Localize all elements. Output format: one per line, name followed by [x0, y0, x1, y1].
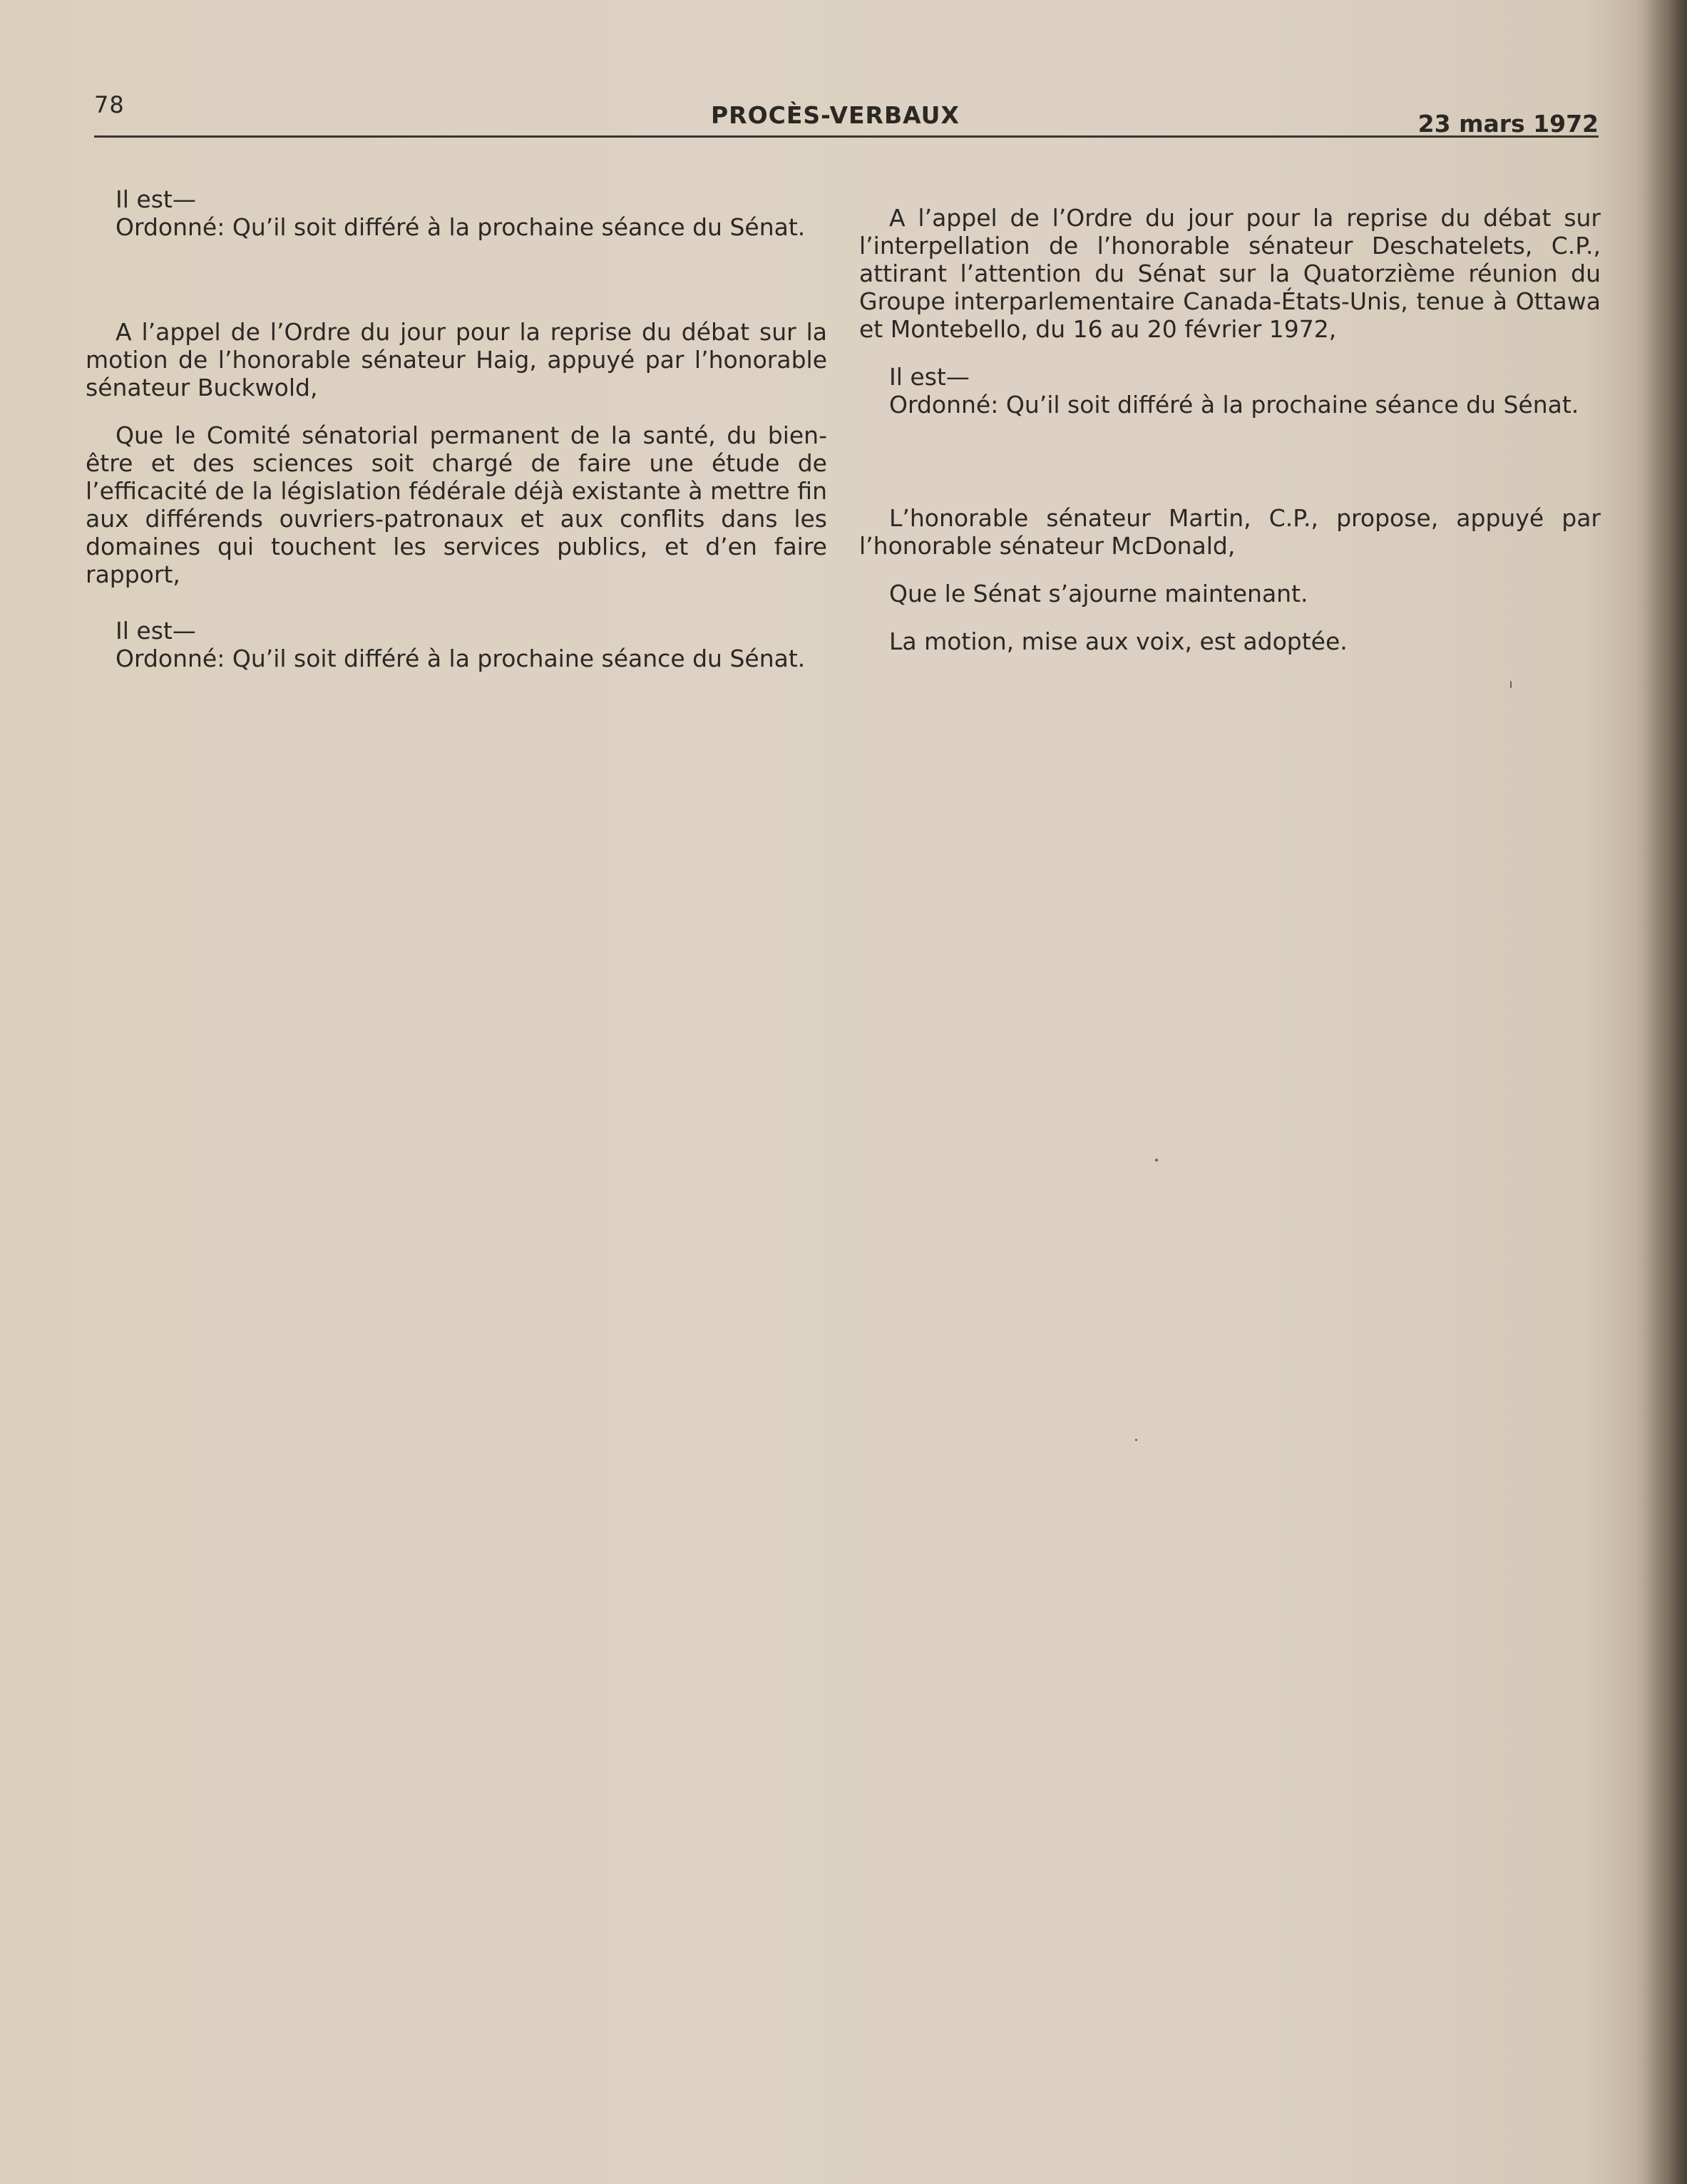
right-column [859, 204, 1601, 655]
book-spine-shadow [1637, 0, 1687, 2184]
paper-speck [1135, 1439, 1137, 1441]
header-date: 23 mars 1972 [1417, 110, 1599, 138]
ordre-du-jour-paragraph: A l’appel de l’Ordre du jour pour la reprise du débat sur la motion de l’honorable sénateur Haig, appuyé par l’honorable sénateur Buckwold, [86, 318, 827, 401]
motion-text-paragraph: Que le Sénat s’ajourne maintenant. [889, 580, 1308, 607]
ordonne-paragraph: Ordonné: Qu’il soit différé à la prochaine séance du Sénat. [116, 213, 806, 241]
running-title: PROCÈS-VERBAUX [711, 101, 960, 129]
left-column [86, 185, 827, 672]
page-number: 78 [94, 91, 125, 118]
proposition-paragraph: L’honorable sénateur Martin, C.P., propose, appuyé par l’honorable sénateur McDonald, [859, 504, 1601, 560]
paper-speck [1155, 1159, 1158, 1162]
paper-speck [1510, 681, 1512, 688]
ordonne-paragraph: Ordonné: Qu’il soit différé à la prochaine séance du Sénat. [889, 391, 1579, 419]
motion-result-paragraph: La motion, mise aux voix, est adoptée. [889, 627, 1348, 655]
il-est-line: Il est— [116, 617, 196, 645]
motion-text-paragraph: Que le Comité sénatorial permanent de la santé, du bien-être et des sciences soit chargé de faire une étude de l’efficacité de la législation fédérale déjà existante à mettre fin aux différends ouvriers-patronaux et aux conflits dans les domaines qui touchent les services publics, et d’en faire rapport, [86, 421, 827, 588]
page-header [94, 91, 1599, 138]
il-est-line: Il est— [116, 185, 196, 213]
ordre-du-jour-paragraph: A l’appel de l’Ordre du jour pour la reprise du débat sur l’interpellation de l’honorable sénateur Deschatelets, C.P., attirant l’attention du Sénat sur la Quatorzième réunion du Groupe interparlementaire Canada-États-Unis, tenue à Ottawa et Montebello, du 16 au 20 février 1972, [859, 204, 1601, 343]
il-est-line: Il est— [889, 363, 970, 391]
ordonne-paragraph: Ordonné: Qu’il soit différé à la prochaine séance du Sénat. [116, 645, 806, 672]
